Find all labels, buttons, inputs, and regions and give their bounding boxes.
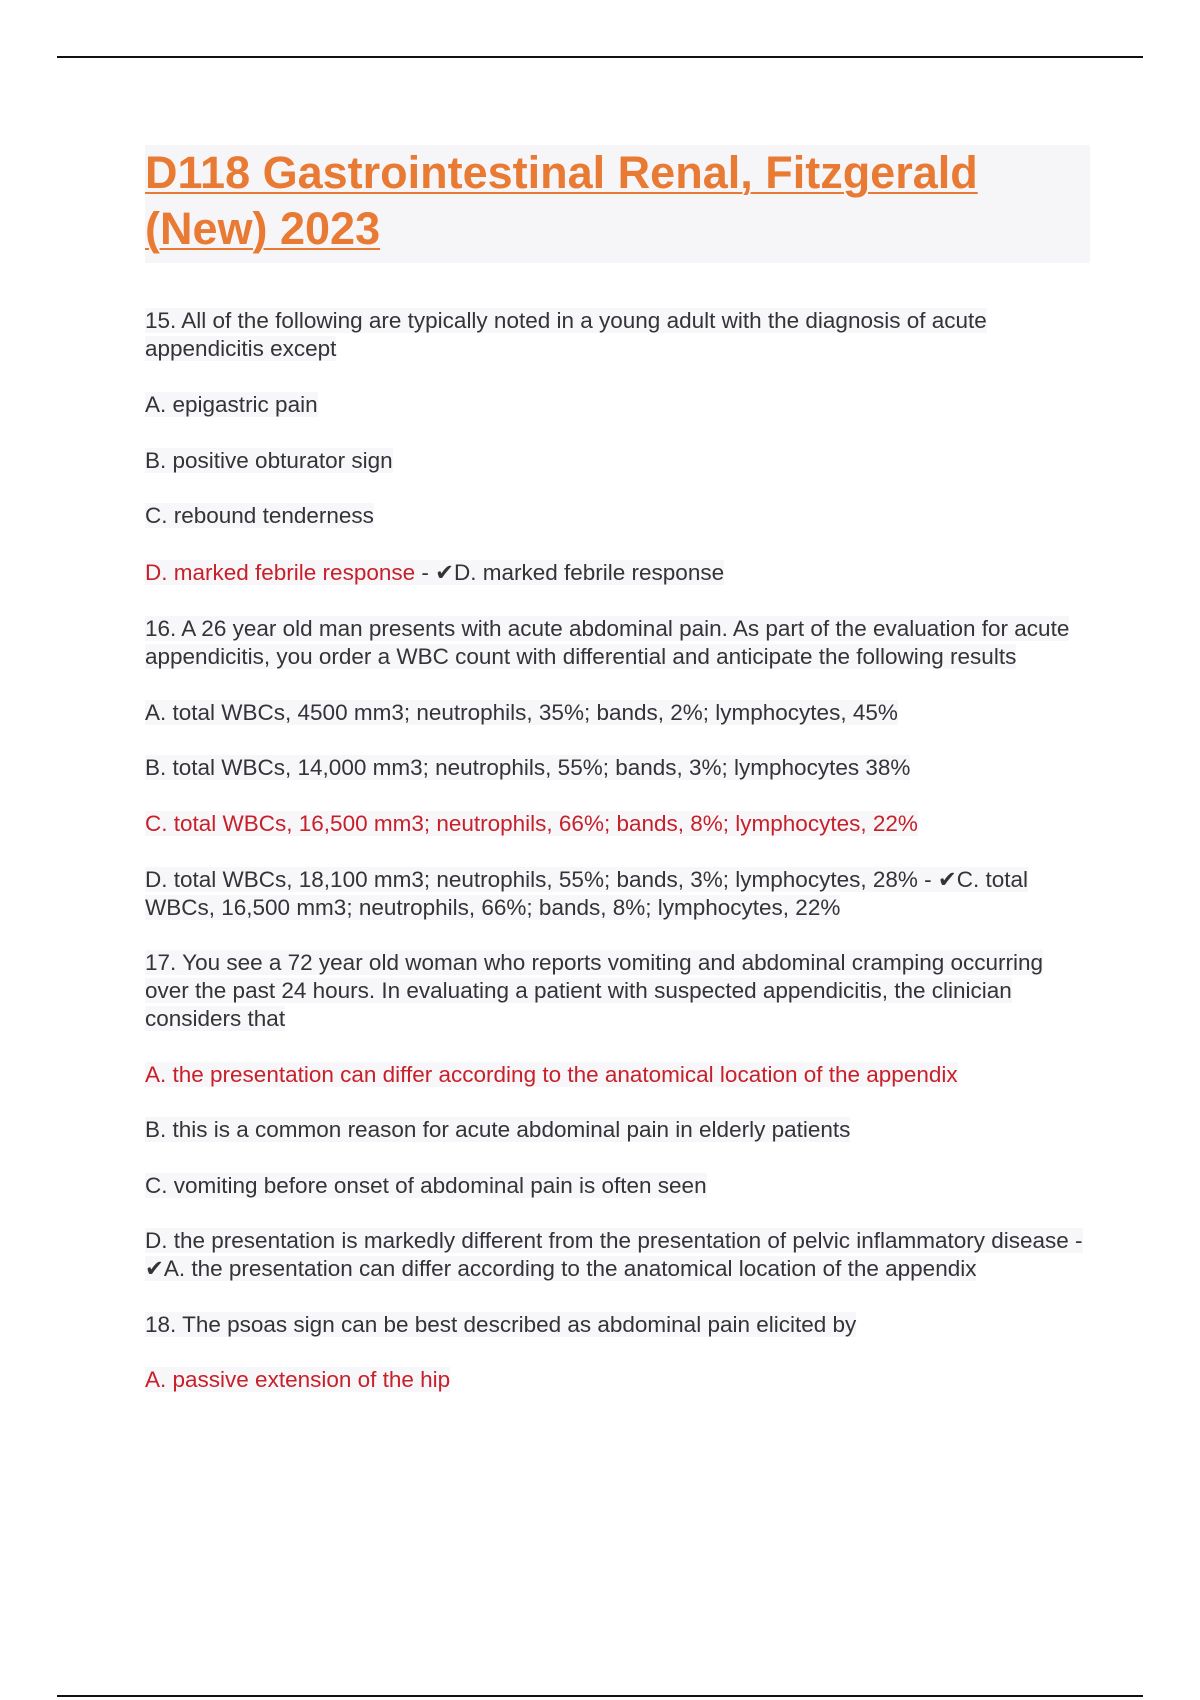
- q17-option-d: D. the presentation is markedly different from the presentation of pelvic inflammatory disease - ✔A. the presentation can differ according to the anatomical location of the appendix: [145, 1228, 1083, 1281]
- document-body: [145, 145, 1090, 1394]
- q16-option-d: D. total WBCs, 18,100 mm3; neutrophils, 55%; bands, 3%; lymphocytes, 28% - ✔C. total WBCs, 16,500 mm3; neutrophils, 66%; bands, 8%; lymphocytes, 22%: [145, 867, 1028, 920]
- q17-option-c: C. vomiting before onset of abdominal pain is often seen: [145, 1173, 707, 1198]
- bottom-rule: [57, 1695, 1143, 1697]
- question-17-stem: 17. You see a 72 year old woman who reports vomiting and abdominal cramping occurring over the past 24 hours. In evaluating a patient with suspected appendicitis, the clinician considers that: [145, 950, 1044, 1031]
- q15-answer-key: - ✔D. marked febrile response: [415, 560, 725, 585]
- q17-option-a: A. the presentation can differ according to the anatomical location of the appendix: [145, 1062, 958, 1087]
- q15-option-c: C. rebound tenderness: [145, 503, 374, 528]
- q15-option-d: [145, 559, 1090, 587]
- question-15-stem: 15. All of the following are typically noted in a young adult with the diagnosis of acute appendicitis except: [145, 308, 987, 361]
- question-16-stem: 16. A 26 year old man presents with acute abdominal pain. As part of the evaluation for acute appendicitis, you order a WBC count with differential and anticipate the following results: [145, 616, 1070, 669]
- title-block: [145, 145, 1090, 263]
- q16-option-a: A. total WBCs, 4500 mm3; neutrophils, 35%; bands, 2%; lymphocytes, 45%: [145, 700, 898, 725]
- q18-option-a: A. passive extension of the hip: [145, 1367, 451, 1392]
- top-rule: [57, 56, 1143, 58]
- q15-option-d-highlight: D. marked febrile response: [145, 560, 416, 585]
- q15-option-b: B. positive obturator sign: [145, 448, 393, 473]
- q15-option-a: A. epigastric pain: [145, 392, 318, 417]
- document-title: D118 Gastrointestinal Renal, Fitzgerald (New) 2023: [145, 147, 978, 254]
- q17-option-b: B. this is a common reason for acute abdominal pain in elderly patients: [145, 1117, 851, 1142]
- question-18-stem: 18. The psoas sign can be best described as abdominal pain elicited by: [145, 1312, 857, 1337]
- q16-option-b: B. total WBCs, 14,000 mm3; neutrophils, 55%; bands, 3%; lymphocytes 38%: [145, 755, 911, 780]
- q16-option-c: C. total WBCs, 16,500 mm3; neutrophils, 66%; bands, 8%; lymphocytes, 22%: [145, 811, 918, 836]
